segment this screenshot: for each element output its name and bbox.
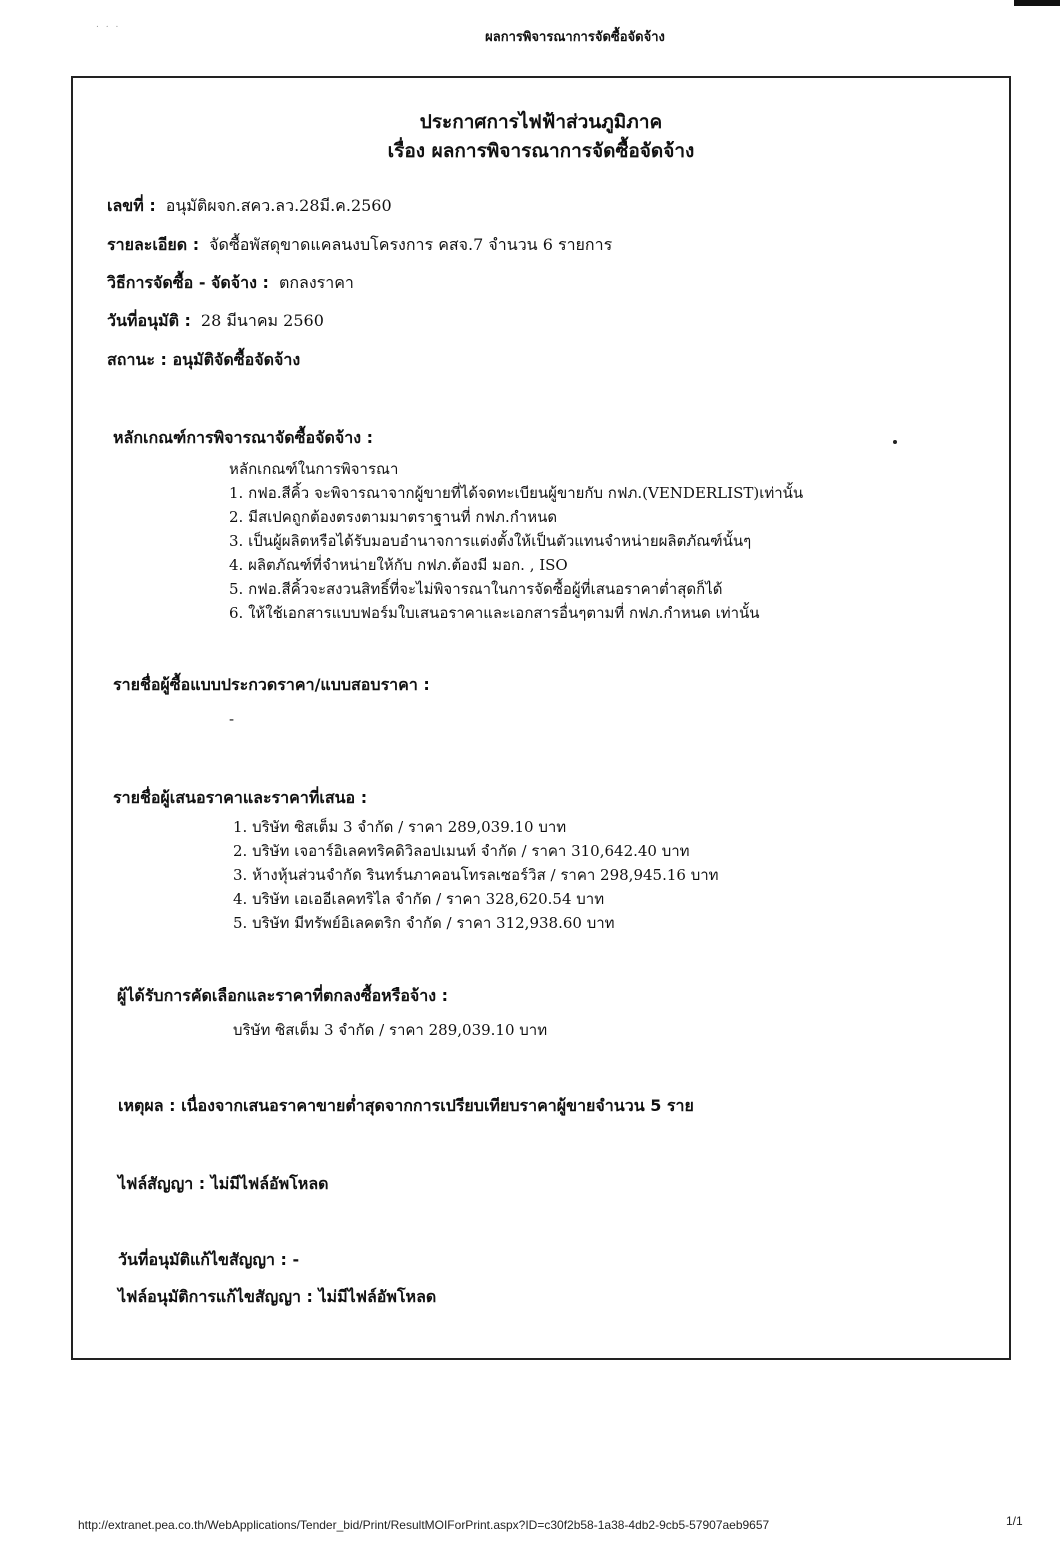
method-label: วิธีการจัดซื้อ - จัดจ้าง : (107, 273, 269, 292)
footer-page-number: 1/1 (1006, 1514, 1023, 1528)
criteria-item: 3. เป็นผู้ผลิตหรือได้รับมอบอำนาจการแต่งตั้งให้เป็นตัวแทนจำหน่ายผลิตภัณฑ์นั้นๆ (229, 532, 752, 550)
buyers-value: - (229, 710, 235, 728)
bidder-item: 3. ห้างหุ้นส่วนจำกัด รินทร์นภาคอนโทรลเซอร์วิส / ราคา 298,945.16 บาท (233, 866, 719, 884)
number-label: เลขที่ : (107, 196, 156, 215)
bidder-item: 4. บริษัท เอเออีเลคทริไล จำกัด / ราคา 328,620.54 บาท (233, 890, 605, 908)
detail-label: รายละเอียด : (107, 235, 200, 254)
buyers-heading: รายชื่อผู้ซื้อแบบประกวดราคา/แบบสอบราคา : (113, 675, 430, 694)
scan-dots: . . . (96, 20, 121, 30)
number-value: อนุมัติผจก.สคว.ลว.28มี.ค.2560 (165, 196, 392, 215)
criteria-item: 5. กฟอ.สีคิ้วจะสงวนสิทธิ์ที่จะไม่พิจารณาในการจัดซื้อผู้ที่เสนอราคาต่ำสุดก็ได้ (229, 580, 723, 598)
document-frame (71, 76, 1011, 1360)
scan-corner-mark (1014, 0, 1060, 6)
reason-text: เหตุผล : เนื่องจากเสนอราคาขายต่ำสุดจากการเปรียบเทียบราคาผู้ขายจำนวน 5 ราย (118, 1096, 694, 1115)
bidder-item: 1. บริษัท ซิสเต็ม 3 จำกัด / ราคา 289,039.10 บาท (233, 818, 567, 836)
announcement-line-1: ประกาศการไฟฟ้าส่วนภูมิภาค (419, 111, 663, 133)
bidders-list (233, 815, 719, 935)
criteria-item: 6. ให้ใช้เอกสารแบบฟอร์มใบเสนอราคาและเอกสารอื่นๆตามที่ กฟภ.กำหนด เท่านั้น (229, 604, 760, 622)
status-field: สถานะ : อนุมัติจัดซื้อจัดจ้าง (107, 350, 301, 369)
page-header-title: ผลการพิจารณาการจัดซื้อจัดจ้าง (485, 30, 665, 45)
approve-date-field (107, 309, 324, 334)
number-field (107, 194, 392, 219)
contract-file-text: ไฟล์สัญญา : ไม่มีไฟล์อัพโหลด (118, 1174, 329, 1193)
criteria-item: 1. กฟอ.สีคิ้ว จะพิจารณาจากผู้ขายที่ได้จดทะเบียนผู้ขายกับ กฟภ.(VENDERLIST)เท่านั้น (229, 484, 804, 502)
criteria-item: 2. มีสเปคถูกต้องตรงตามมาตราฐานที่ กฟภ.กำหนด (229, 508, 558, 526)
selected-heading: ผู้ได้รับการคัดเลือกและราคาที่ตกลงซื้อหรือจ้าง : (117, 986, 449, 1005)
method-value: ตกลงราคา (278, 273, 354, 292)
bidders-heading: รายชื่อผู้เสนอราคาและราคาที่เสนอ : (113, 788, 368, 807)
amend-file-text: ไฟล์อนุมัติการแก้ไขสัญญา : ไม่มีไฟล์อัพโหลด (118, 1287, 437, 1306)
stray-dot (893, 440, 897, 444)
announcement-title (71, 108, 1011, 166)
selected-value: บริษัท ซิสเต็ม 3 จำกัด / ราคา 289,039.10 บาท (233, 1021, 548, 1039)
criteria-heading: หลักเกณฑ์การพิจารณาจัดซื้อจัดจ้าง : (113, 428, 374, 447)
bidder-item: 5. บริษัท มีทรัพย์อิเลคตริก จำกัด / ราคา 312,938.60 บาท (233, 914, 615, 932)
criteria-list (229, 457, 803, 625)
approve-date-value: 28 มีนาคม 2560 (200, 311, 324, 330)
criteria-subheading: หลักเกณฑ์ในการพิจารณา (229, 460, 399, 478)
detail-field (107, 233, 612, 258)
footer-url: http://extranet.pea.co.th/WebApplications/Tender_bid/Print/ResultMOIForPrint.aspx?ID=c30f2b58-1a38-4db2-9cb5-57907aeb9657 (78, 1518, 770, 1532)
amend-date-text: วันที่อนุมัติแก้ไขสัญญา : - (118, 1250, 300, 1269)
announcement-line-2: เรื่อง ผลการพิจารณาการจัดซื้อจัดจ้าง (387, 140, 695, 162)
bidder-item: 2. บริษัท เจอาร์อิเลคทริคดิวิลอปเมนท์ จำกัด / ราคา 310,642.40 บาท (233, 842, 690, 860)
criteria-item: 4. ผลิตภัณฑ์ที่จำหน่ายให้กับ กฟภ.ต้องมี มอก. , ISO (229, 556, 568, 574)
detail-value: จัดซื้อพัสดุขาดแคลนงบโครงการ คสจ.7 จำนวน 6 รายการ (209, 235, 613, 254)
approve-date-label: วันที่อนุมัติ : (107, 311, 191, 330)
method-field (107, 271, 354, 296)
